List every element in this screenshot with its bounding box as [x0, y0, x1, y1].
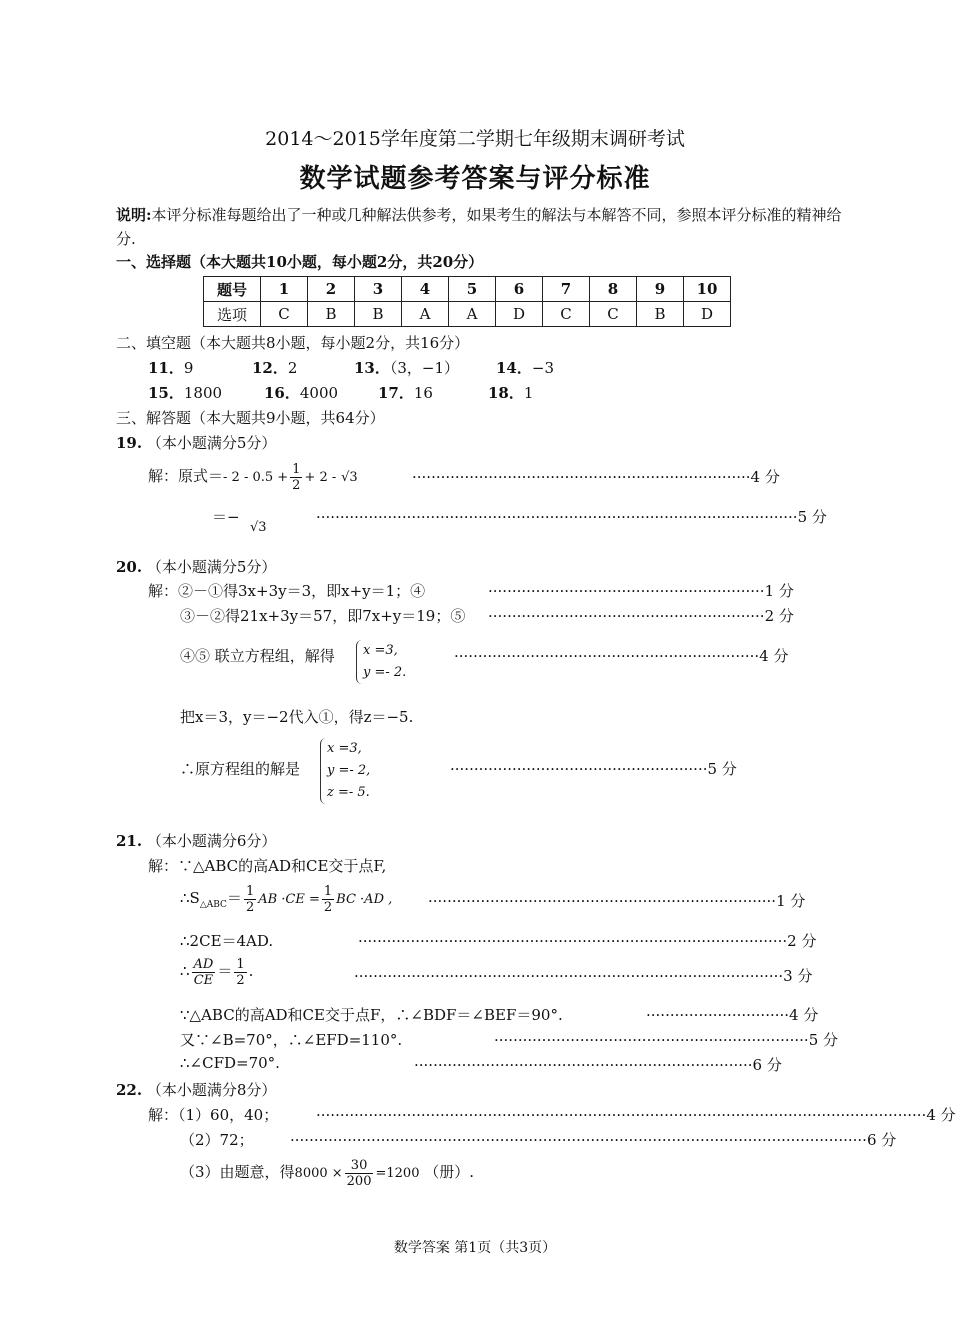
q19-line2-score: ·····································································································5 分: [316, 508, 827, 526]
table-cell: B: [355, 302, 402, 327]
q20-line3: ④⑤ 联立方程组，解得: [180, 647, 335, 665]
table-cell: 6: [496, 277, 543, 302]
q20-line3-score: ································································4 分: [454, 647, 789, 665]
choice-answer-table: [203, 276, 731, 327]
exam-title: 2014～2015学年度第二学期七年级期末调研考试: [265, 128, 685, 150]
table-cell: B: [637, 302, 684, 327]
q21-line2: $\therefore S_{\triangle ABC}=$ $\frac{1}{2}$ AB ·CE = $\frac{1}{2}$ BC ·AD ,: [180, 883, 393, 915]
note-lead: 说明:: [116, 206, 152, 224]
table-cell: 2: [308, 277, 355, 302]
q21-line2-score: ·········································································1 分: [428, 892, 806, 910]
page-footer: 数学答案 第1页（共3页）: [393, 1240, 557, 1256]
q21-line1: 解：∵△ABC的高AD和CE交于点F,: [148, 857, 387, 875]
q20-line5: ∴原方程组的解是: [180, 760, 301, 778]
q21-line7-score: ·······································································6 分: [414, 1056, 782, 1074]
section3-heading: 三、解答题（本大题共9小题，共64分）: [116, 409, 385, 427]
table-header-number: 题号: [204, 277, 261, 302]
table-cell: 8: [590, 277, 637, 302]
q22-header: 22. （本小题满分8分）: [116, 1081, 277, 1099]
q20-line1: 解：②－①得3x+3y＝3，即x+y＝1；④: [148, 582, 426, 600]
fill-item-18: 18．1: [488, 384, 534, 402]
q19-line2: ＝−: [212, 508, 240, 526]
q19-header: 19. （本小题满分5分）: [116, 434, 277, 452]
q19-line2-sqrt: √3: [250, 520, 267, 535]
table-cell: A: [449, 302, 496, 327]
q21-line3: ∴2CE＝4AD.: [180, 932, 274, 950]
q22-line2: （2）72；: [180, 1131, 254, 1149]
q21-line4: ∴ $\frac{AD}{CE}$ ＝ $\frac{1}{2}$ .: [180, 956, 254, 988]
q21-line3-score: ··························································································2 分: [358, 932, 817, 950]
fill-item-17: 17．16: [378, 384, 433, 402]
table-header-answer: 选项: [204, 302, 261, 327]
section2-heading: 二、填空题（本大题共8小题，每小题2分，共16分）: [116, 334, 470, 352]
q21-line6-score: ··································································5 分: [494, 1031, 839, 1049]
instructions-note: [116, 203, 846, 251]
q20-system2: x =3, y =- 2, z =- 5.: [320, 738, 370, 804]
q22-line1-score: ································································································································4 分: [316, 1106, 956, 1124]
table-cell: B: [308, 302, 355, 327]
q22-line2-score: ·························································································································6 分: [290, 1131, 897, 1149]
table-cell: 7: [543, 277, 590, 302]
q20-line4: 把x＝3，y＝−2代入①，得z＝−5.: [180, 708, 414, 726]
q22-line3: （3）由题意，得8000 × $\frac{30}{200}$ =1200 （册）.: [180, 1157, 475, 1189]
table-cell: 3: [355, 277, 402, 302]
q21-header: 21. （本小题满分6分）: [116, 832, 277, 850]
q20-line2-score: ··························································2 分: [488, 607, 794, 625]
q21-line5: ∵△ABC的高AD和CE交于点F，∴∠BDF＝∠BEF＝90°.: [180, 1006, 563, 1024]
fill-item-16: 16．4000: [264, 384, 339, 402]
q21-line6: 又∵∠B=70°，∴∠EFD=110°.: [180, 1031, 403, 1049]
q21-line5-score: ······························4 分: [646, 1006, 819, 1024]
q20-line1-score: ··························································1 分: [488, 582, 794, 600]
fill-item-12: 12．2: [252, 359, 298, 377]
q20-system1: x =3, y =- 2.: [356, 640, 406, 684]
table-cell: 1: [261, 277, 308, 302]
note-text: 本评分标准每题给出了一种或几种解法供参考，如果考生的解法与本解答不同，参照本评分标准的精神给分.: [116, 206, 842, 248]
table-cell: 4: [402, 277, 449, 302]
table-cell: D: [684, 302, 731, 327]
fill-item-14: 14．−3: [496, 359, 554, 377]
q20-line2: ③－②得21x+3y＝57，即7x+y＝19；⑤: [180, 607, 466, 625]
fill-item-15: 15．1800: [148, 384, 223, 402]
table-cell: A: [402, 302, 449, 327]
fill-item-11: 11．9: [148, 359, 194, 377]
answer-key-title: 数学试题参考答案与评分标准: [299, 164, 651, 194]
table-cell: C: [261, 302, 308, 327]
q19-line1: 解：原式＝- 2 - 0.5 + $\frac{1}{2}$ + 2 - √3: [148, 461, 358, 493]
table-cell: 5: [449, 277, 496, 302]
q22-line1: 解：（1）60，40；: [148, 1106, 279, 1124]
q21-line7: ∴∠CFD=70°.: [180, 1054, 280, 1072]
q21-line4-score: ··························································································3 分: [354, 967, 813, 985]
q19-line1-score: ·······································································4 分: [412, 468, 780, 486]
table-cell: 10: [684, 277, 731, 302]
table-cell: C: [590, 302, 637, 327]
table-cell: C: [543, 302, 590, 327]
fill-item-13: 13．（3，−1）: [354, 359, 460, 377]
table-cell: D: [496, 302, 543, 327]
q20-header: 20. （本小题满分5分）: [116, 558, 277, 576]
table-cell: 9: [637, 277, 684, 302]
section1-heading: 一、选择题（本大题共10小题，每小题2分，共20分）: [116, 253, 484, 271]
q20-line5-score: ······················································5 分: [450, 760, 737, 778]
